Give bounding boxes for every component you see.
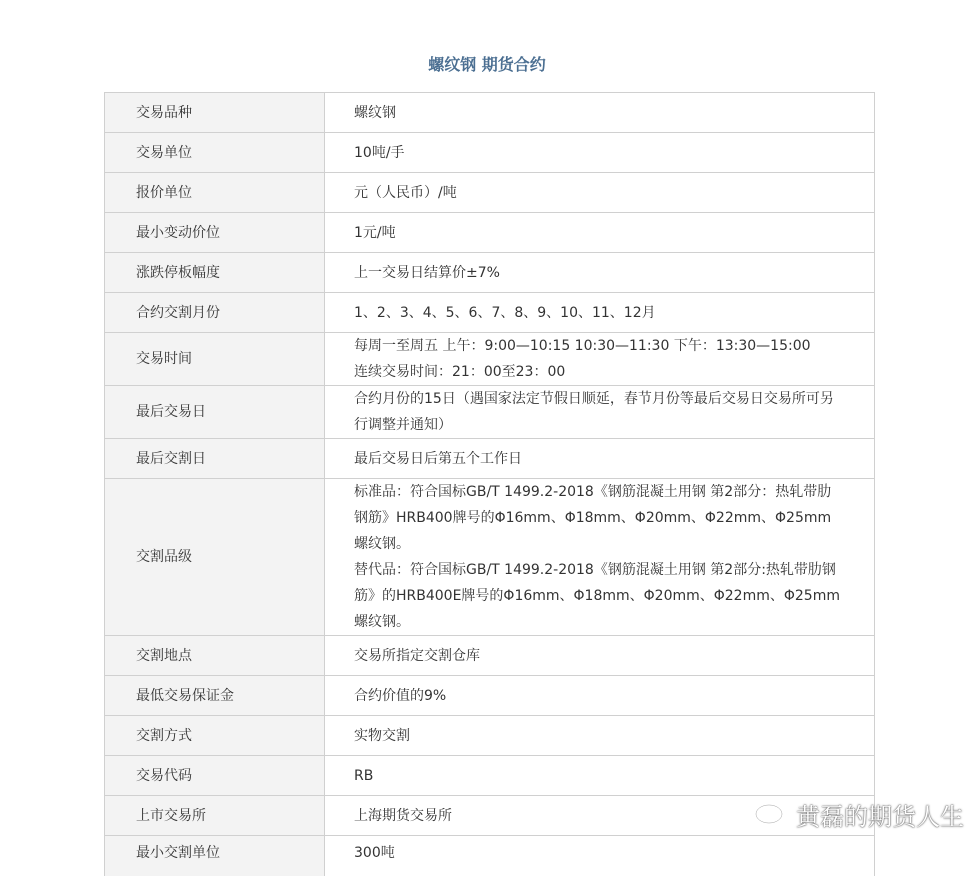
weibo-icon xyxy=(754,796,790,832)
table-row xyxy=(105,133,875,173)
row-key: 合约交割月份 xyxy=(105,293,325,333)
row-key: 交易品种 xyxy=(105,93,325,133)
row-key: 交易代码 xyxy=(105,756,325,796)
row-value: 合约月份的15日（遇国家法定节假日顺延，春节月份等最后交易日交易所可另行调整并通知） xyxy=(325,386,875,439)
row-value: 10吨/手 xyxy=(325,133,875,173)
watermark-text: 黄磊的期货人生 xyxy=(796,802,964,831)
row-value: 最后交易日后第五个工作日 xyxy=(325,439,875,479)
row-value xyxy=(325,479,875,636)
table-row xyxy=(105,386,875,439)
table-row xyxy=(105,439,875,479)
row-key: 交易单位 xyxy=(105,133,325,173)
row-key: 交割品级 xyxy=(105,479,325,636)
watermark xyxy=(754,796,964,832)
row-value: 上一交易日结算价±7% xyxy=(325,253,875,293)
row-key: 最低交易保证金 xyxy=(105,676,325,716)
table-row xyxy=(105,756,875,796)
contract-spec-table xyxy=(104,92,875,876)
row-value: 合约价值的9% xyxy=(325,676,875,716)
row-key: 交割方式 xyxy=(105,716,325,756)
row-key: 最后交割日 xyxy=(105,439,325,479)
row-value: 上海期货交易所 xyxy=(325,796,875,836)
row-value: RB xyxy=(325,756,875,796)
table-row xyxy=(105,253,875,293)
row-value: 实物交割 xyxy=(325,716,875,756)
row-value-line: 连续交易时间：21：00至23：00 xyxy=(354,364,566,380)
row-value: 交易所指定交割仓库 xyxy=(325,636,875,676)
table-row xyxy=(105,293,875,333)
row-key: 涨跌停板幅度 xyxy=(105,253,325,293)
row-value: 1元/吨 xyxy=(325,213,875,253)
row-value: 元（人民币）/吨 xyxy=(325,173,875,213)
table-row xyxy=(105,716,875,756)
row-key: 交割地点 xyxy=(105,636,325,676)
row-value: 1、2、3、4、5、6、7、8、9、10、11、12月 xyxy=(325,293,875,333)
table-row xyxy=(105,333,875,386)
row-key: 最后交易日 xyxy=(105,386,325,439)
table-row xyxy=(105,213,875,253)
table-row xyxy=(105,93,875,133)
row-key: 报价单位 xyxy=(105,173,325,213)
row-value-line: 每周一至周五 上午：9:00—10:15 10:30—11:30 下午：13:30—15:00 xyxy=(354,338,811,354)
row-key: 交易时间 xyxy=(105,333,325,386)
table-row xyxy=(105,676,875,716)
row-value: 300吨 xyxy=(325,836,875,876)
row-value xyxy=(325,333,875,386)
row-value-line: 替代品：符合国标GB/T 1499.2-2018《钢筋混凝土用钢 第2部分:热轧带肋钢筋》的HRB400E牌号的Φ16mm、Φ18mm、Φ20mm、Φ22mm、Φ25mm螺纹钢。 xyxy=(354,562,840,630)
row-value-line: 标准品：符合国标GB/T 1499.2-2018《钢筋混凝土用钢 第2部分：热轧带肋钢筋》HRB400牌号的Φ16mm、Φ18mm、Φ20mm、Φ22mm、Φ25mm螺纹钢。 xyxy=(354,484,832,552)
row-key: 最小交割单位 xyxy=(105,836,325,876)
table-row xyxy=(105,479,875,636)
row-key: 最小变动价位 xyxy=(105,213,325,253)
page-title: 螺纹钢 期货合约 xyxy=(428,55,546,74)
row-value: 螺纹钢 xyxy=(325,93,875,133)
row-key: 上市交易所 xyxy=(105,796,325,836)
table-row xyxy=(105,173,875,213)
table-row xyxy=(105,636,875,676)
